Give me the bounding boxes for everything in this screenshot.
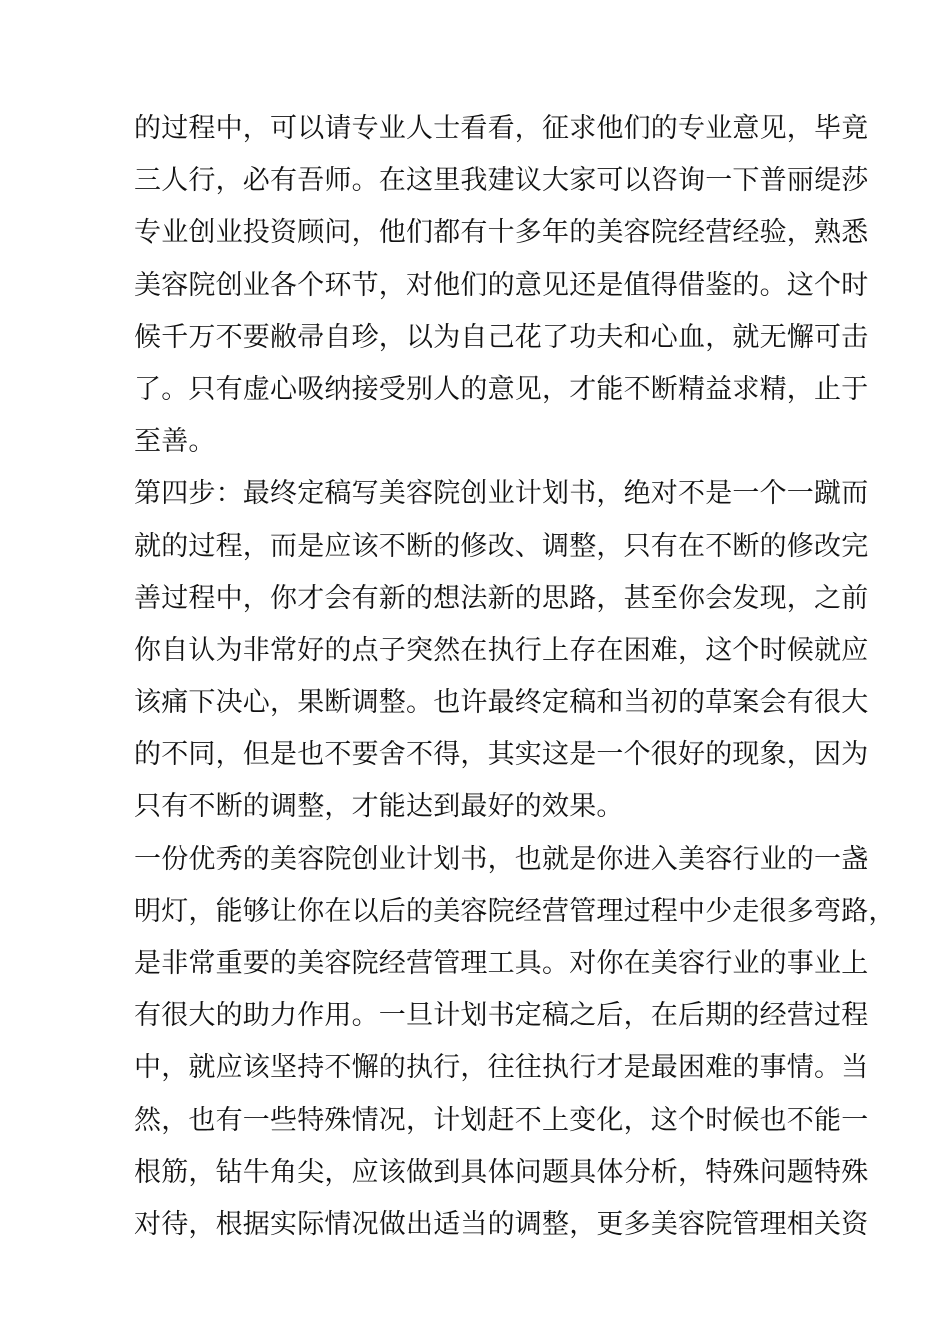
text-line: 只有不断的调整，才能达到最好的效果。 xyxy=(134,791,624,823)
text-line: 你自认为非常好的点子突然在执行上存在困难，这个时候就应 xyxy=(134,634,869,666)
text-line: 第四步：最终定稿写美容院创业计划书，绝对不是一个一蹴而 xyxy=(134,478,869,510)
text-line: 善过程中，你才会有新的想法新的思路，甚至你会发现，之前 xyxy=(134,582,869,614)
text-line: 了。只有虚心吸纳接受别人的意见，才能不断精益求精，止于 xyxy=(134,373,869,405)
text-line: 候千万不要敝帚自珍，以为自己花了功夫和心血，就无懈可击 xyxy=(134,321,869,353)
text-line: 一份优秀的美容院创业计划书，也就是你进入美容行业的一盏 xyxy=(134,843,869,875)
text-line: 就的过程，而是应该不断的修改、调整，只有在不断的修改完 xyxy=(134,530,869,562)
text-line: 对待，根据实际情况做出适当的调整，更多美容院管理相关资 xyxy=(134,1208,869,1240)
text-line: 是非常重要的美容院经营管理工具。对你在美容行业的事业上 xyxy=(134,948,869,979)
text-line: 美容院创业各个环节，对他们的意见还是值得借鉴的。这个时 xyxy=(134,269,869,301)
text-line: 的不同，但是也不要舍不得，其实这是一个很好的现象，因为 xyxy=(134,739,869,771)
text-line: 该痛下决心，果断调整。也许最终定稿和当初的草案会有很大 xyxy=(134,687,869,719)
body-text xyxy=(134,103,896,1251)
text-line: 至善。 xyxy=(134,426,216,458)
text-line: 根筋，钻牛角尖，应该做到具体问题具体分析，特殊问题特殊 xyxy=(134,1156,869,1188)
text-line: 专业创业投资顾问，他们都有十多年的美容院经营经验，熟悉 xyxy=(134,217,869,249)
text-line: 三人行，必有吾师。在这里我建议大家可以咨询一下普丽缇莎 xyxy=(134,165,869,197)
text-line: 中，就应该坚持不懈的执行，往往执行才是最困难的事情。当 xyxy=(134,1052,869,1084)
text-line: 然，也有一些特殊情况，计划赶不上变化，这个时候也不能一 xyxy=(134,1104,869,1136)
text-line: 有很大的助力作用。一旦计划书定稿之后，在后期的经营过程 xyxy=(134,1000,869,1032)
text-line: 的过程中，可以请专业人士看看，征求他们的专业意见，毕竟 xyxy=(134,113,869,144)
text-line: 明灯，能够让你在以后的美容院经营管理过程中少走很多弯路， xyxy=(134,895,896,927)
